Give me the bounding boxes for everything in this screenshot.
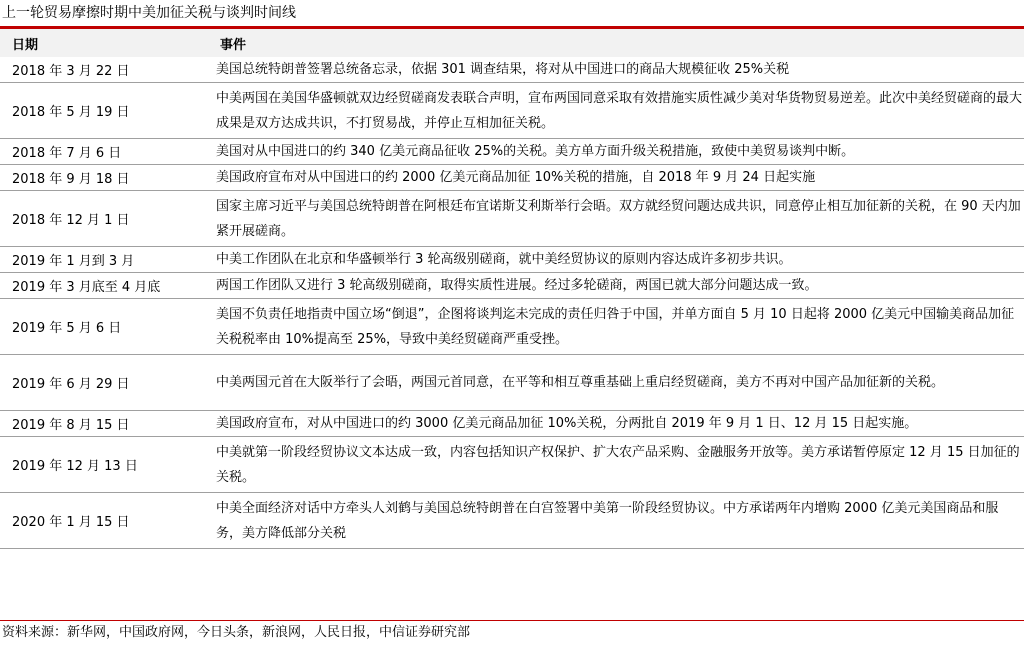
- row-date: 2019 年 3 月底至 4 月底: [0, 273, 208, 299]
- table-row: [0, 299, 1024, 355]
- row-date: 2018 年 5 月 19 日: [0, 83, 208, 139]
- table-header-row: [0, 29, 1024, 57]
- table-row: [0, 247, 1024, 273]
- row-date: 2019 年 12 月 13 日: [0, 437, 208, 493]
- table-row: [0, 273, 1024, 299]
- row-date: 2019 年 1 月到 3 月: [0, 247, 208, 273]
- column-header-date: 日期: [0, 29, 208, 57]
- table-row: [0, 437, 1024, 493]
- timeline-table: [0, 29, 1024, 549]
- row-date: 2018 年 7 月 6 日: [0, 139, 208, 165]
- row-event: 美国不负责任地指责中国立场“倒退”，企图将谈判迄未完成的责任归咎于中国，并单方面自 5 月 10 日起将 2000 亿美元中国输美商品加征关税税率由 10%提高至 25%，导致中美经贸磋商严重受挫。: [208, 299, 1024, 355]
- row-event: 两国工作团队又进行 3 轮高级别磋商，取得实质性进展。经过多轮磋商，两国已就大部分问题达成一致。: [208, 273, 1024, 299]
- table-row: [0, 83, 1024, 139]
- row-date: 2020 年 1 月 15 日: [0, 493, 208, 549]
- table-row: [0, 139, 1024, 165]
- row-event: 美国总统特朗普签署总统备忘录，依据 301 调查结果，将对从中国进口的商品大规模征收 25%关税: [208, 57, 1024, 83]
- row-event: 美国政府宣布对从中国进口的约 2000 亿美元商品加征 10%关税的措施，自 2018 年 9 月 24 日起实施: [208, 165, 1024, 191]
- row-event: 美国政府宣布，对从中国进口的约 3000 亿美元商品加征 10%关税，分两批自 2019 年 9 月 1 日、12 月 15 日起实施。: [208, 411, 1024, 437]
- row-event: 中美就第一阶段经贸协议文本达成一致，内容包括知识产权保护、扩大农产品采购、金融服务开放等。美方承诺暂停原定 12 月 15 日加征的关税。: [208, 437, 1024, 493]
- table-row: [0, 165, 1024, 191]
- row-event: 中美两国在美国华盛顿就双边经贸磋商发表联合声明，宣布两国同意采取有效措施实质性减少美对华货物贸易逆差。此次中美经贸磋商的最大成果是双方达成共识，不打贸易战，并停止互相加征关税。: [208, 83, 1024, 139]
- row-event: 美国对从中国进口的约 340 亿美元商品征收 25%的关税。美方单方面升级关税措施，致使中美贸易谈判中断。: [208, 139, 1024, 165]
- row-event: 中美全面经济对话中方牵头人刘鹤与美国总统特朗普在白宫签署中美第一阶段经贸协议。中方承诺两年内增购 2000 亿美元美国商品和服务，美方降低部分关税: [208, 493, 1024, 549]
- row-date: 2018 年 3 月 22 日: [0, 57, 208, 83]
- table-row: [0, 57, 1024, 83]
- row-date: 2019 年 6 月 29 日: [0, 355, 208, 411]
- bottom-accent-rule: [0, 620, 1024, 621]
- source-note: 资料来源：新华网，中国政府网，今日头条，新浪网，人民日报，中信证券研究部: [2, 625, 471, 640]
- row-event: 国家主席习近平与美国总统特朗普在阿根廷布宜诺斯艾利斯举行会晤。双方就经贸问题达成共识，同意停止相互加征新的关税，在 90 天内加紧开展磋商。: [208, 191, 1024, 247]
- row-date: 2019 年 5 月 6 日: [0, 299, 208, 355]
- row-date: 2018 年 12 月 1 日: [0, 191, 208, 247]
- row-event: 中美工作团队在北京和华盛顿举行 3 轮高级别磋商，就中美经贸协议的原则内容达成许多初步共识。: [208, 247, 1024, 273]
- row-date: 2018 年 9 月 18 日: [0, 165, 208, 191]
- table-row: [0, 493, 1024, 549]
- row-date: 2019 年 8 月 15 日: [0, 411, 208, 437]
- table-row: [0, 191, 1024, 247]
- table-row: [0, 355, 1024, 411]
- table-row: [0, 411, 1024, 437]
- row-event: 中美两国元首在大阪举行了会晤，两国元首同意，在平等和相互尊重基础上重启经贸磋商，美方不再对中国产品加征新的关税。: [208, 355, 1024, 411]
- document-title: 上一轮贸易摩擦时期中美加征关税与谈判时间线: [2, 5, 296, 21]
- column-header-event: 事件: [208, 29, 1024, 57]
